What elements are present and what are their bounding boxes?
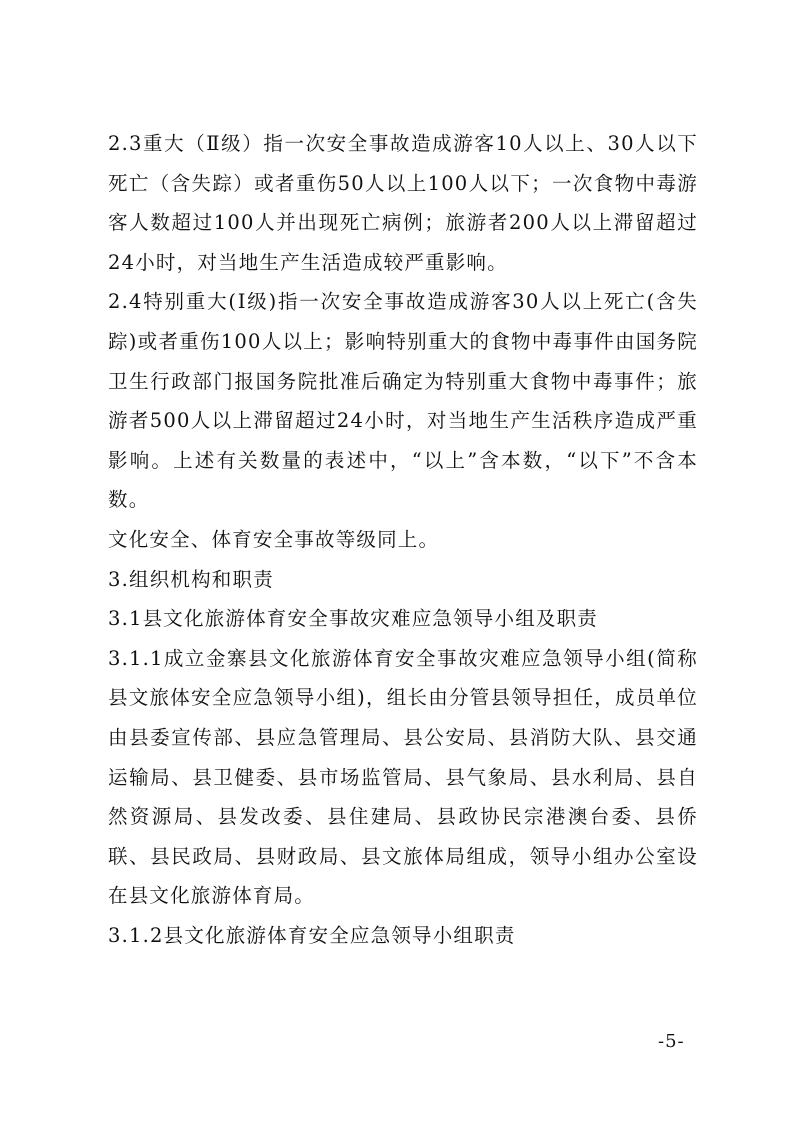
paragraph-3-1-1-group-composition: 3.1.1成立金寨县文化旅游体育安全事故灾难应急领导小组(简称县文旅体安全应急领导小组)，组长由分管县领导担任，成员单位由县委宣传部、县应急管理局、县公安局、县消防大队、县交通运输局、县卫健委、县市场监管局、县气象局、县水利局、县自然资源局、县发改委、县住建局、县政协民宗港澳台委、县侨联、县民政局、县财政局、县文旅体局组成，领导小组办公室设在县文化旅游体育局。 (108, 646, 698, 908)
document-body (108, 124, 698, 955)
paragraph-2-3-major-level: 2.3重大（Ⅱ级）指一次安全事故造成游客10人以上、30人以下死亡（含失踪）或者重伤50人以上100人以下；一次食物中毒游客人数超过100人并出现死亡病例；旅游者200人以上滞留超过24小时，对当地生产生活造成较严重影响。 (108, 132, 698, 274)
section-heading-3-organization: 3.组织机构和职责 (108, 567, 274, 591)
paragraph-2-4-extraordinary-level: 2.4特别重大(Ⅰ级)指一次安全事故造成游客30人以上死亡(含失踪)或者重伤100人以上；影响特别重大的食物中毒事件由国务院卫生行政部门报国务院批准后确定为特别重大食物中毒事件；旅游者500人以上滞留超过24小时，对当地生产生活秩序造成严重影响。上述有关数量的表述中，“以上”含本数，“以下”不含本数。 (108, 290, 698, 512)
section-heading-3-1-2-group-duties: 3.1.2县文化旅游体育安全应急领导小组职责 (108, 923, 516, 947)
section-heading-3-1-leading-group: 3.1县文化旅游体育安全事故灾难应急领导小组及职责 (108, 607, 599, 631)
paragraph-culture-sports-levels: 文化安全、体育安全事故等级同上。 (108, 527, 440, 551)
page-number: -5- (658, 1031, 685, 1052)
